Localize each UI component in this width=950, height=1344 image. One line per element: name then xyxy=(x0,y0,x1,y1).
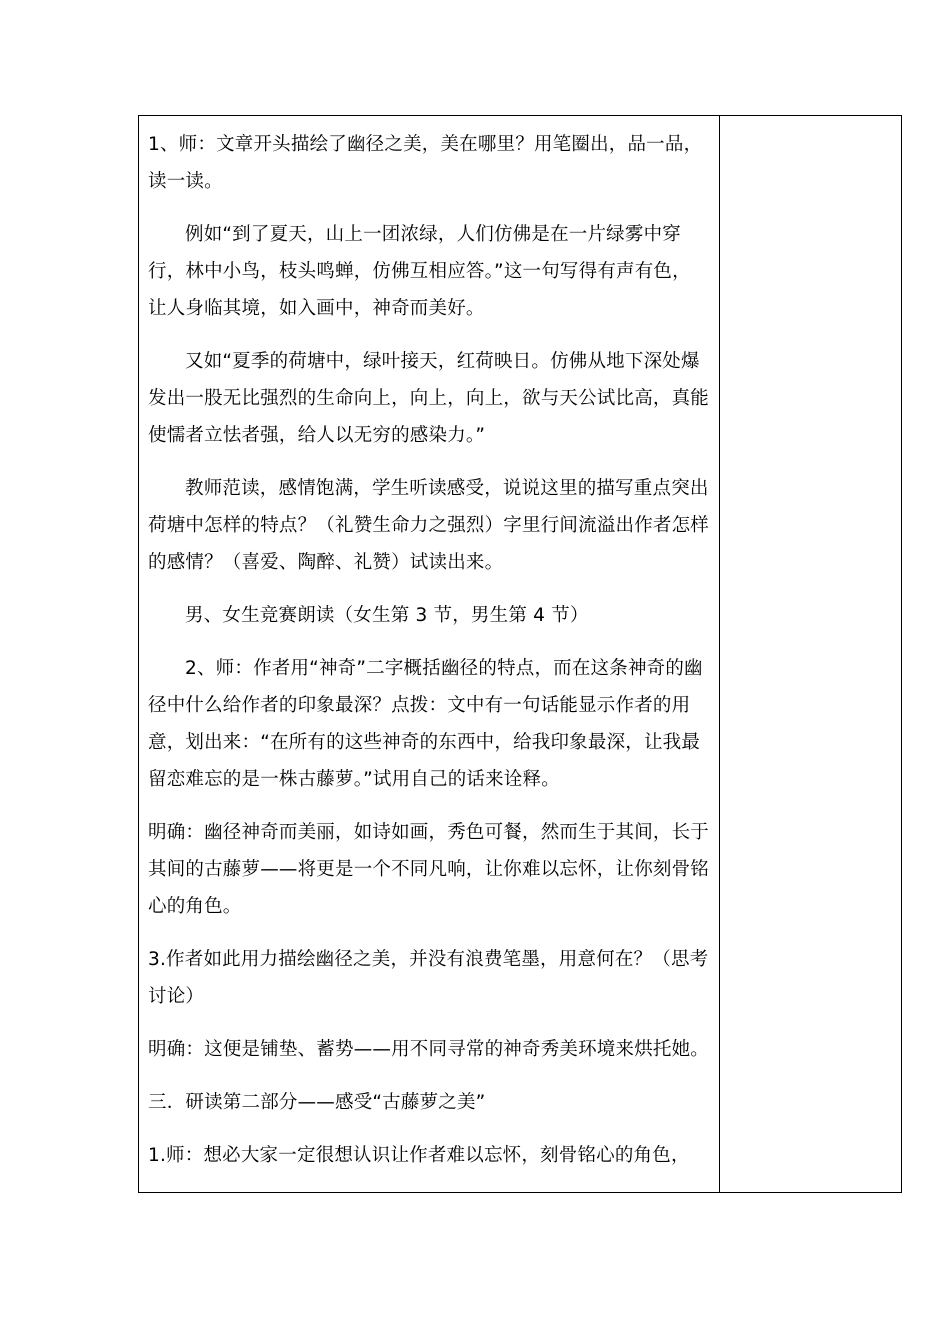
paragraph-2: 例如“到了夏天，山上一团浓绿，人们仿佛是在一片绿雾中穿行，林中小鸟，枝头鸣蝉，仿佛互相应答。”这一句写得有声有色，让人身临其境，如入画中，神奇而美好。 xyxy=(148,224,691,319)
paragraph-1: 1、师：文章开头描绘了幽径之美，美在哪里？用笔圈出，品一品，读一读。 xyxy=(148,134,703,192)
paragraph-4: 教师范读，感情饱满，学生听读感受，说说这里的描写重点突出荷塘中怎样的特点？（礼赞生命力之强烈）字里行间流溢出作者怎样的感情？（喜爱、陶醉、礼赞）试读出来。 xyxy=(148,478,710,573)
paragraph-5: 男、女生竞赛朗读（女生第 3 节，男生第 4 节） xyxy=(185,605,589,626)
paragraph-10: 三．研读第二部分——感受“古藤萝之美” xyxy=(148,1092,486,1113)
notes-column xyxy=(720,116,901,1192)
paragraph-9: 明确：这便是铺垫、蓄势——用不同寻常的神奇秀美环境来烘托她。 xyxy=(148,1039,710,1060)
content-column xyxy=(139,116,720,1192)
paragraph-8: 3.作者如此用力描绘幽径之美，并没有浪费笔墨，用意何在？（思考讨论） xyxy=(148,949,709,1007)
paragraph-6: 2、师：作者用“神奇”二字概括幽径的特点，而在这条神奇的幽径中什么给作者的印象最深？点拨：文中有一句话能显示作者的用意，划出来：“在所有的这些神奇的东西中，给我印象最深，让我最留恋难忘的是一株古藤萝。”试用自己的话来诠释。 xyxy=(148,658,703,790)
paragraph-11: 1.师：想必大家一定很想认识让作者难以忘怀，刻骨铭心的角色， xyxy=(148,1145,690,1166)
paragraph-7: 明确：幽径神奇而美丽，如诗如画，秀色可餐，然而生于其间，长于其间的古藤萝——将更是一个不同凡响，让你难以忘怀，让你刻骨铭心的角色。 xyxy=(148,822,710,917)
paragraph-3: 又如“夏季的荷塘中，绿叶接天，红荷映日。仿佛从地下深处爆发出一股无比强烈的生命向上，向上，向上，欲与天公试比高，真能使懦者立怯者强，给人以无穷的感染力。” xyxy=(148,351,710,446)
lesson-plan-table xyxy=(138,115,902,1193)
